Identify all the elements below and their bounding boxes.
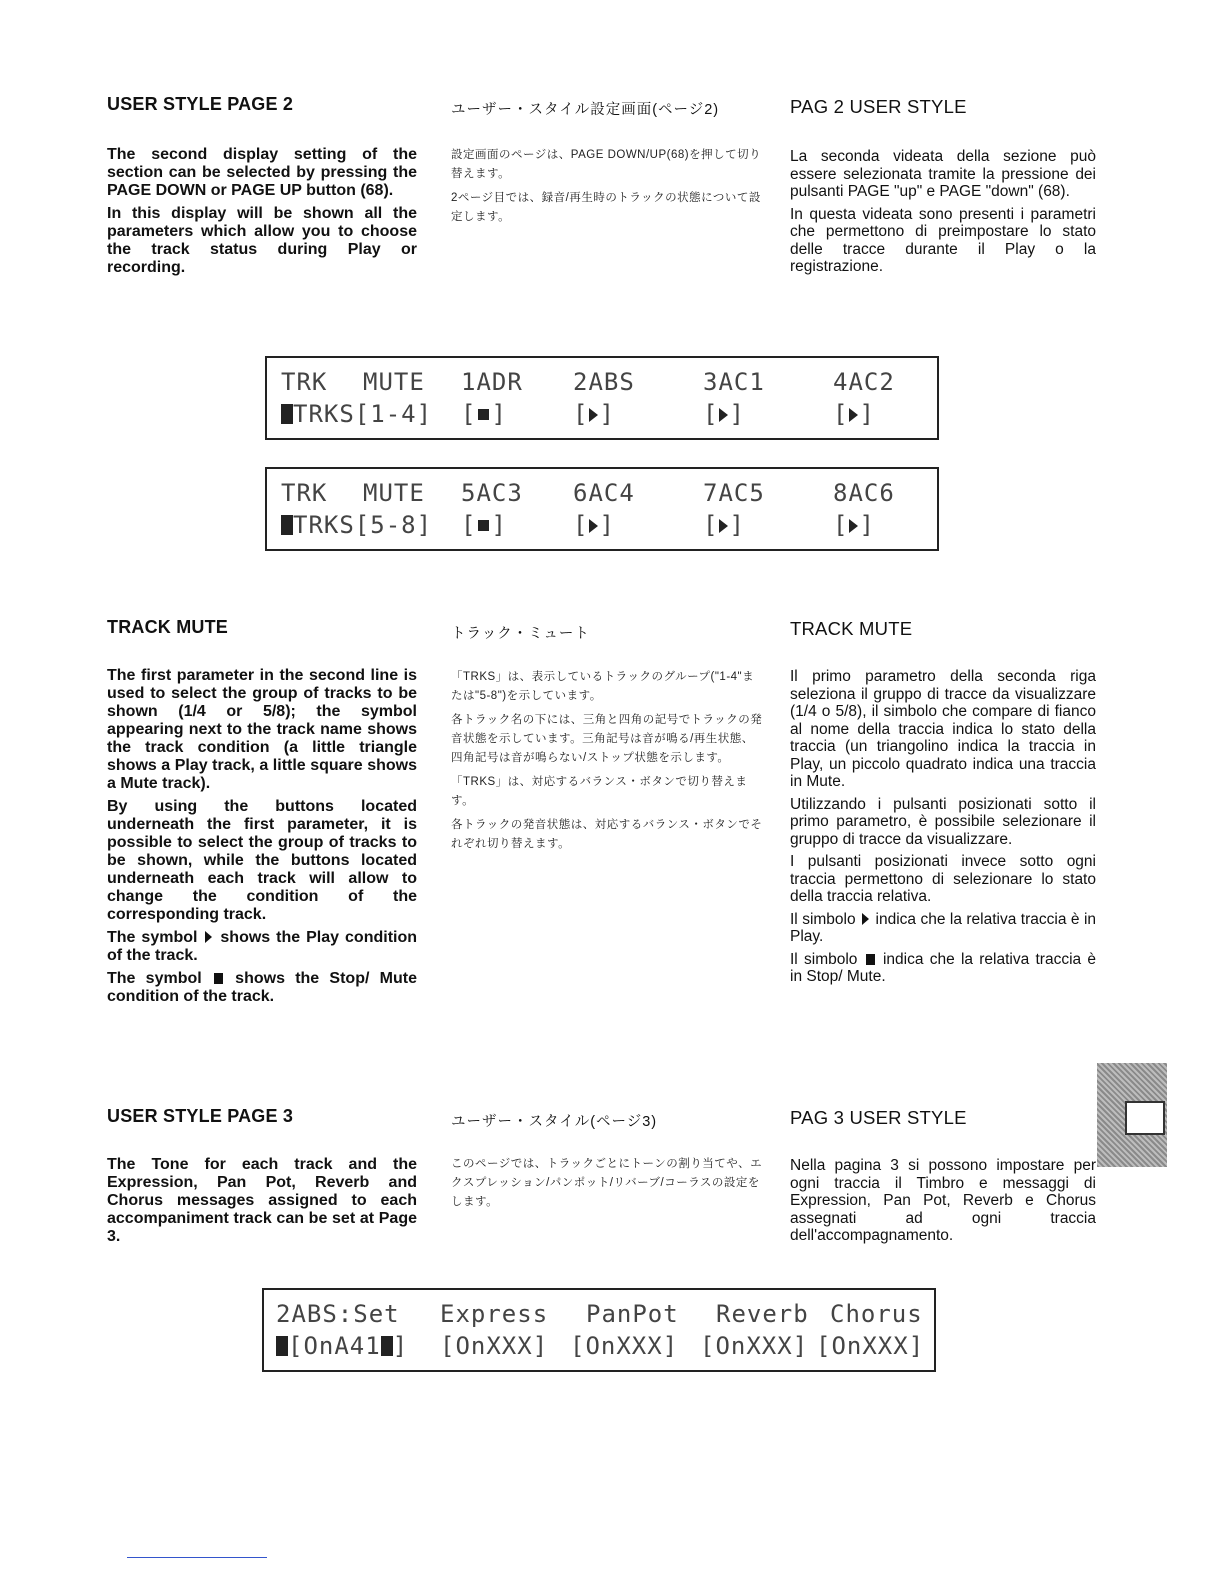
lcd-track-name: 6AC4: [573, 479, 635, 507]
paragraph: Nella pagina 3 si possono impostare per ogni traccia il Timbro e messaggi di Expression, Pan Pot, Reverb e Chorus assegnati ad ogni traccia dell'accompagnamento.: [790, 1157, 1096, 1244]
lcd-group-selector: [281, 400, 432, 428]
paragraph: The first parameter in the second line is used to select the group of tracks to be shown (1/4 or 5/8); the symbol appearing next to the track name shows the track condition (a little triangle shows a Play track, a little square shows a Mute track).: [107, 667, 417, 792]
play-triangle-icon: [719, 519, 728, 533]
it-title-page3: PAG 3 USER STYLE: [790, 1107, 967, 1128]
paragraph: Il primo parametro della seconda riga seleziona il gruppo di tracce da visualizzare (1/4 o 5/8), il simbolo che compare di fianco al nome della traccia indica lo stato della traccia (un triangolino indica la traccia in Play, un piccolo quadrato indica una traccia in Mute.: [790, 668, 1096, 790]
play-triangle-icon: [849, 408, 858, 422]
lcd-group-value: TRKS[5-8]: [293, 511, 433, 539]
cursor-block-icon: [276, 1336, 288, 1356]
lcd-track-status: [ ]: [461, 511, 507, 539]
lcd-track-status: [ ]: [461, 400, 507, 428]
paragraph: [790, 911, 1096, 946]
stop-square-icon: [214, 973, 223, 984]
lcd-label: Chorus: [830, 1300, 923, 1328]
lcd-group-value: TRKS[1-4]: [293, 400, 433, 428]
footer-rule: [127, 1557, 267, 1558]
text: indica che la relativa traccia è in Stop/ Mute.: [790, 950, 1097, 985]
play-triangle-icon: [589, 408, 598, 422]
lcd-track-name: 2ABS: [573, 368, 635, 396]
lcd-display-tracks-5-8: [265, 467, 939, 551]
lcd-label: 2ABS:Set: [276, 1300, 400, 1328]
en-body-page2: [107, 146, 417, 282]
lcd-group-selector: [281, 511, 432, 539]
jp-title-track-mute: トラック・ミュート: [451, 626, 590, 642]
cursor-block-icon: [281, 404, 293, 424]
jp-body-track-mute: [451, 668, 763, 859]
play-triangle-icon: [719, 408, 728, 422]
en-title-page3: USER STYLE PAGE 3: [107, 1106, 294, 1126]
en-body-page3: [107, 1156, 417, 1251]
en-title-track-mute: TRACK MUTE: [107, 617, 228, 637]
lcd-track-status: [ ]: [833, 400, 875, 428]
it-title-page2: PAG 2 USER STYLE: [790, 96, 967, 117]
play-triangle-icon: [205, 931, 212, 943]
paragraph: La seconda videata della sezione può essere selezionata tramite la pressione dei pulsanti PAGE "up" e PAGE "down" (68).: [790, 148, 1096, 200]
it-body-track-mute: [790, 668, 1096, 991]
mute-square-icon: [478, 520, 489, 531]
lcd-value: [OnXXX]: [440, 1332, 549, 1360]
lcd-value: [OnXXX]: [816, 1332, 925, 1360]
jp-body-page2: [451, 146, 763, 232]
paragraph: The second display setting of the section can be selected by pressing the PAGE DOWN or PAGE UP button (68).: [107, 146, 417, 199]
paragraph: 「TRKS」は、対応するバランス・ボタンで切り替えます。: [451, 776, 748, 807]
lcd-track-name: 1ADR: [461, 368, 523, 396]
paragraph: [107, 929, 417, 965]
mute-square-icon: [478, 409, 489, 420]
cursor-block-icon: [381, 1336, 393, 1356]
paragraph: このページでは、トラックごとにトーンの割り当てや、エクスプレッション/パンポット/リバーブ/コーラスの設定をします。: [451, 1158, 763, 1208]
jp-body-page3: [451, 1155, 763, 1217]
lcd-label: MUTE: [363, 368, 425, 396]
paragraph: 各トラック名の下には、三角と四角の記号でトラックの発音状態を示しています。三角記号は音が鳴る/再生状態、四角記号は音が鳴らない/ストップ状態を示します。: [451, 714, 763, 764]
en-body-track-mute: [107, 667, 417, 1011]
play-triangle-icon: [849, 519, 858, 533]
paragraph: I pulsanti posizionati invece sotto ogni traccia permettono di selezionare lo stato della traccia relativa.: [790, 853, 1096, 905]
play-triangle-icon: [862, 913, 869, 925]
lcd-value: [OnXXX]: [700, 1332, 809, 1360]
lcd-track-status: [ ]: [703, 400, 745, 428]
paragraph: 各トラックの発音状態は、対応するバランス・ボタンでそれぞれ切り替えます。: [451, 819, 763, 850]
stop-square-icon: [866, 954, 875, 965]
text: shows the Play condition of the track.: [107, 929, 418, 964]
lcd-label: TRK: [281, 368, 328, 396]
lcd-track-name: 4AC2: [833, 368, 895, 396]
lcd-track-status: [ ]: [703, 511, 745, 539]
paragraph: 「TRKS」は、表示しているトラックのグループ("1-4"または"5-8")を示しています。: [451, 671, 755, 702]
paragraph: The Tone for each track and the Expression, Pan Pot, Reverb and Chorus messages assigned to each accompaniment track can be set at Page 3.: [107, 1156, 417, 1245]
jp-title-page3: ユーザー・スタイル(ページ3): [451, 1114, 658, 1130]
lcd-label: Express: [440, 1300, 549, 1328]
text: The symbol: [107, 970, 202, 987]
lcd-value: [OnA41: [288, 1332, 381, 1360]
lcd-display-page3: [262, 1288, 936, 1372]
lcd-label: TRK: [281, 479, 328, 507]
text: indica che la relativa traccia è in Play.: [790, 910, 1097, 945]
en-title-page2: USER STYLE PAGE 2: [107, 94, 294, 114]
text: The symbol: [107, 929, 198, 946]
paragraph: 設定画面のページは、PAGE DOWN/UP(68)を押して切り替えます。: [451, 149, 762, 180]
lcd-track-status: [ ]: [573, 511, 615, 539]
chapter-tab-icon: [1125, 1101, 1165, 1135]
text: shows the Stop/ Mute condition of the track.: [107, 970, 417, 1005]
paragraph: In questa videata sono presenti i parametri che permettono di preimpostare lo stato delle tracce durante il Play o la registrazione.: [790, 205, 1096, 275]
lcd-label: MUTE: [363, 479, 425, 507]
lcd-value: ]: [392, 1332, 409, 1360]
jp-title-page2: ユーザー・スタイル設定画面(ページ2): [451, 102, 720, 118]
paragraph: [790, 951, 1096, 986]
paragraph: By using the buttons located underneath the first parameter, it is possible to select the group of tracks to be shown, while the buttons located underneath each track will allow to change the condition of the corresponding track.: [107, 798, 417, 923]
paragraph: Utilizzando i pulsanti posizionati sotto il primo parametro, è possibile selezionare il gruppo di tracce da visualizzare.: [790, 795, 1096, 848]
text: Il simbolo: [790, 910, 856, 928]
cursor-block-icon: [281, 515, 293, 535]
lcd-track-name: 7AC5: [703, 479, 765, 507]
lcd-display-tracks-1-4: [265, 356, 939, 440]
it-title-track-mute: TRACK MUTE: [790, 618, 913, 639]
it-body-page2: [790, 148, 1096, 281]
lcd-label: PanPot: [586, 1300, 679, 1328]
it-body-page3: [790, 1157, 1096, 1250]
chapter-tab-marker: [1097, 1063, 1167, 1167]
paragraph: [107, 970, 417, 1006]
lcd-track-status: [ ]: [573, 400, 615, 428]
text: Il simbolo: [790, 950, 858, 968]
play-triangle-icon: [589, 519, 598, 533]
lcd-track-name: 5AC3: [461, 479, 523, 507]
lcd-value: [OnXXX]: [570, 1332, 679, 1360]
lcd-track-status: [ ]: [833, 511, 875, 539]
paragraph: In this display will be shown all the parameters which allow you to choose the track status during Play or recording.: [107, 205, 417, 276]
lcd-track-name: 3AC1: [703, 368, 765, 396]
lcd-track-name: 8AC6: [833, 479, 895, 507]
paragraph: 2ページ目では、録音/再生時のトラックの状態について設定します。: [451, 192, 761, 223]
lcd-label: Reverb: [716, 1300, 809, 1328]
lcd-tone-value: [276, 1332, 408, 1360]
